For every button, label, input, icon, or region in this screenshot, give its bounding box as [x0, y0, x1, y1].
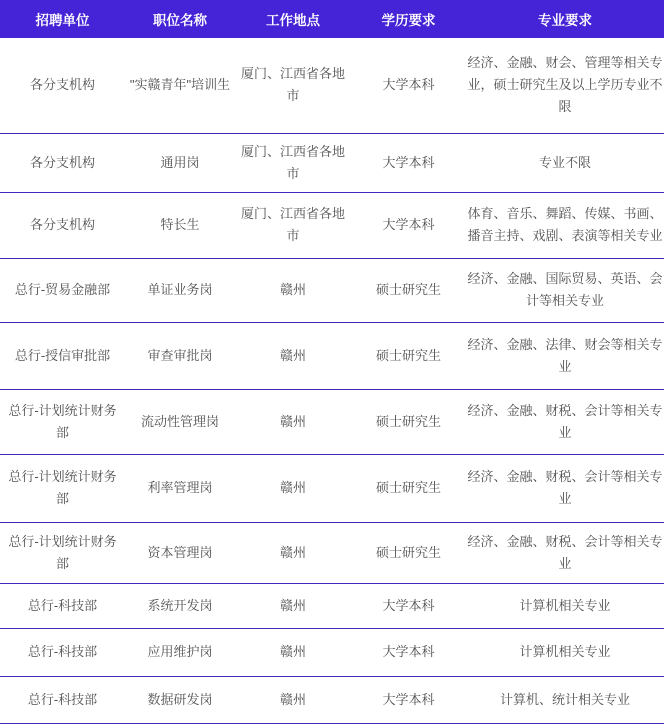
cell-unit: 总行-科技部	[27, 691, 98, 707]
cell-location: 厦门、江西省各地市	[240, 66, 345, 104]
cell-location: 赣州	[279, 282, 306, 297]
cell-major: 计算机、统计相关专业	[499, 691, 630, 707]
cell-major: 经济、金融、财税、会计等相关专业	[467, 469, 663, 506]
cell-position: 数据研发岗	[147, 691, 213, 707]
cell-position: 单证业务岗	[147, 282, 213, 297]
cell-location: 赣州	[279, 691, 306, 707]
cell-location: 赣州	[279, 544, 306, 560]
cell-major: 经济、金融、法律、财会等相关专业	[467, 336, 663, 374]
cell-unit: 总行-计划统计财务部	[8, 402, 117, 440]
cell-education: 硕士研究生	[375, 544, 441, 560]
column-header-unit: 招聘单位	[35, 13, 90, 28]
table-row	[0, 389, 664, 454]
cell-major: 经济、金融、财会、管理等相关专业，硕士研究生及以上学历专业不限	[467, 55, 663, 115]
table-row	[0, 322, 664, 389]
cell-major: 计算机相关专业	[519, 644, 611, 659]
cell-education: 硕士研究生	[375, 413, 441, 429]
cell-unit: 总行-计划统计财务部	[8, 533, 117, 571]
cell-position: 系统开发岗	[147, 597, 213, 613]
header-row	[0, 0, 664, 38]
column-header-major: 专业要求	[538, 13, 592, 28]
table-row	[0, 192, 664, 258]
cell-education: 大学本科	[382, 77, 435, 93]
cell-education: 大学本科	[382, 217, 435, 232]
cell-position: 通用岗	[160, 154, 200, 170]
cell-position: "实赣青年"培训生	[129, 77, 231, 93]
cell-major: 计算机相关专业	[519, 597, 611, 613]
table-row	[0, 38, 664, 133]
column-header-location: 工作地点	[266, 13, 320, 28]
cell-location: 赣州	[279, 347, 306, 363]
table-row	[0, 258, 664, 322]
cell-location: 赣州	[279, 644, 306, 659]
cell-education: 大学本科	[382, 691, 435, 707]
column-header-education: 学历要求	[381, 13, 436, 28]
cell-position: 应用维护岗	[147, 644, 213, 659]
cell-unit: 总行-计划统计财务部	[8, 469, 117, 506]
cell-education: 硕士研究生	[375, 282, 441, 297]
cell-education: 大学本科	[382, 154, 435, 170]
cell-position: 流动性管理岗	[140, 413, 219, 429]
table-row	[0, 676, 664, 723]
cell-education: 大学本科	[382, 644, 435, 659]
table-header	[0, 0, 664, 38]
cell-position: 资本管理岗	[147, 544, 213, 560]
table-row	[0, 583, 664, 628]
cell-unit: 总行-科技部	[27, 644, 98, 659]
table-body	[0, 38, 664, 723]
cell-location: 赣州	[279, 597, 306, 613]
cell-position: 利率管理岗	[147, 480, 213, 495]
cell-major: 专业不限	[538, 154, 591, 170]
cell-unit: 总行-授信审批部	[14, 347, 111, 363]
cell-major: 体育、音乐、舞蹈、传媒、书画、播音主持、戏剧、表演等相关专业	[467, 206, 663, 243]
column-header-position: 职位名称	[153, 13, 207, 28]
cell-education: 硕士研究生	[375, 480, 441, 495]
cell-location: 厦门、江西省各地市	[240, 206, 345, 243]
table-row	[0, 454, 664, 522]
cell-location: 赣州	[279, 413, 306, 429]
cell-major: 经济、金融、财税、会计等相关专业	[467, 533, 663, 571]
table-row	[0, 522, 664, 583]
table-row	[0, 628, 664, 676]
cell-education: 硕士研究生	[375, 347, 441, 363]
cell-location: 厦门、江西省各地市	[240, 143, 345, 181]
cell-location: 赣州	[279, 480, 306, 495]
cell-unit: 总行-科技部	[27, 597, 98, 613]
cell-education: 大学本科	[382, 597, 435, 613]
cell-position: 特长生	[160, 217, 200, 232]
cell-major: 经济、金融、财税、会计等相关专业	[467, 402, 663, 440]
cell-unit: 各分支机构	[29, 77, 95, 93]
cell-unit: 各分支机构	[29, 154, 95, 170]
cell-unit: 总行-贸易金融部	[14, 282, 111, 297]
cell-position: 审查审批岗	[147, 347, 213, 363]
cell-major: 经济、金融、国际贸易、英语、会计等相关专业	[467, 271, 663, 308]
cell-unit: 各分支机构	[29, 217, 95, 232]
table-row	[0, 133, 664, 192]
